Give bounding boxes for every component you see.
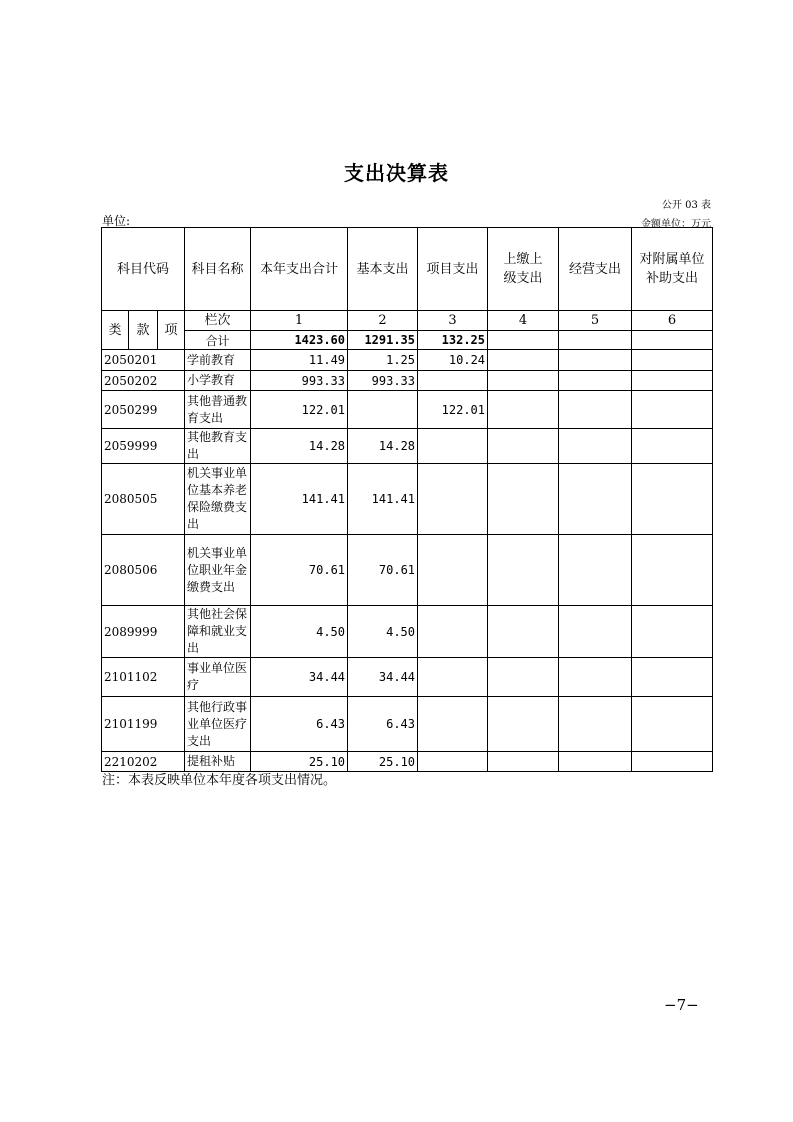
row-code: 2080505 xyxy=(102,464,185,535)
table-row xyxy=(102,606,713,658)
header-project: 项目支出 xyxy=(418,228,488,311)
header-basic: 基本支出 xyxy=(348,228,418,311)
row-basic: 993.33 xyxy=(348,371,418,391)
header-upper: 上缴上级支出 xyxy=(488,228,559,311)
table-row xyxy=(102,464,713,535)
row-name: 学前教育 xyxy=(185,350,251,371)
col-num-5: 5 xyxy=(559,311,632,331)
header-name: 科目名称 xyxy=(185,228,251,311)
row-project xyxy=(418,606,488,658)
col-num-2: 2 xyxy=(348,311,418,331)
row-code: 2059999 xyxy=(102,429,185,464)
col-num-1: 1 xyxy=(251,311,348,331)
col-num-6: 6 xyxy=(632,311,713,331)
header-total: 本年支出合计 xyxy=(251,228,348,311)
row-total: 14.28 xyxy=(251,429,348,464)
header-lei: 类 xyxy=(102,311,129,350)
row-total: 141.41 xyxy=(251,464,348,535)
table-row xyxy=(102,391,713,429)
row-project xyxy=(418,697,488,752)
row-project xyxy=(418,371,488,391)
header-kuan: 款 xyxy=(129,311,158,350)
unit-label: 单位: xyxy=(102,214,131,228)
table-row xyxy=(102,658,713,697)
row-project xyxy=(418,535,488,606)
table-row xyxy=(102,371,713,391)
row-name: 机关事业单位职业年金缴费支出 xyxy=(185,535,251,606)
table-row xyxy=(102,535,713,606)
table-row xyxy=(102,350,713,371)
totals-row xyxy=(102,331,713,350)
row-name: 事业单位医疗 xyxy=(185,658,251,697)
page-number: −7− xyxy=(664,996,699,1014)
row-name: 其他行政事业单位医疗支出 xyxy=(185,697,251,752)
row-project xyxy=(418,464,488,535)
row-code: 2210202 xyxy=(102,752,185,772)
page-title: 支出决算表 xyxy=(344,161,449,185)
row-code: 2050299 xyxy=(102,391,185,429)
row-code: 2050201 xyxy=(102,350,185,371)
money-unit: 金额单位：万元 xyxy=(641,219,711,230)
header-business: 经营支出 xyxy=(559,228,632,311)
row-basic: 34.44 xyxy=(348,658,418,697)
row-basic: 70.61 xyxy=(348,535,418,606)
row-basic: 1.25 xyxy=(348,350,418,371)
row-name: 提租补贴 xyxy=(185,752,251,772)
row-code: 2101199 xyxy=(102,697,185,752)
row-name: 机关事业单位基本养老保险缴费支出 xyxy=(185,464,251,535)
totals-basic: 1291.35 xyxy=(348,331,418,350)
table-note: 注：本表反映单位本年度各项支出情况。 xyxy=(102,773,337,788)
row-project: 122.01 xyxy=(418,391,488,429)
row-code: 2050202 xyxy=(102,371,185,391)
form-number: 公开 03 表 xyxy=(661,200,711,211)
row-name: 小学教育 xyxy=(185,371,251,391)
totals-label: 合计 xyxy=(185,331,251,350)
row-basic: 141.41 xyxy=(348,464,418,535)
row-name: 其他教育支出 xyxy=(185,429,251,464)
row-basic: 14.28 xyxy=(348,429,418,464)
table-row xyxy=(102,429,713,464)
header-lanci: 栏次 xyxy=(185,311,251,331)
row-basic: 6.43 xyxy=(348,697,418,752)
totals-project: 132.25 xyxy=(418,331,488,350)
row-project xyxy=(418,429,488,464)
row-code: 2080506 xyxy=(102,535,185,606)
row-total: 34.44 xyxy=(251,658,348,697)
row-name: 其他社会保障和就业支出 xyxy=(185,606,251,658)
row-total: 993.33 xyxy=(251,371,348,391)
row-basic: 25.10 xyxy=(348,752,418,772)
row-project xyxy=(418,658,488,697)
row-total: 25.10 xyxy=(251,752,348,772)
row-basic xyxy=(348,391,418,429)
header-subsidy: 对附属单位补助支出 xyxy=(632,228,713,311)
expenditure-table xyxy=(101,227,713,772)
header-xiang: 项 xyxy=(158,311,185,350)
row-project xyxy=(418,752,488,772)
col-num-4: 4 xyxy=(488,311,559,331)
row-total: 4.50 xyxy=(251,606,348,658)
col-num-3: 3 xyxy=(418,311,488,331)
row-total: 11.49 xyxy=(251,350,348,371)
row-project: 10.24 xyxy=(418,350,488,371)
row-name: 其他普通教育支出 xyxy=(185,391,251,429)
row-code: 2089999 xyxy=(102,606,185,658)
row-code: 2101102 xyxy=(102,658,185,697)
totals-total: 1423.60 xyxy=(251,331,348,350)
row-total: 122.01 xyxy=(251,391,348,429)
header-code: 科目代码 xyxy=(102,228,185,311)
row-basic: 4.50 xyxy=(348,606,418,658)
table-row xyxy=(102,697,713,752)
row-total: 70.61 xyxy=(251,535,348,606)
row-total: 6.43 xyxy=(251,697,348,752)
